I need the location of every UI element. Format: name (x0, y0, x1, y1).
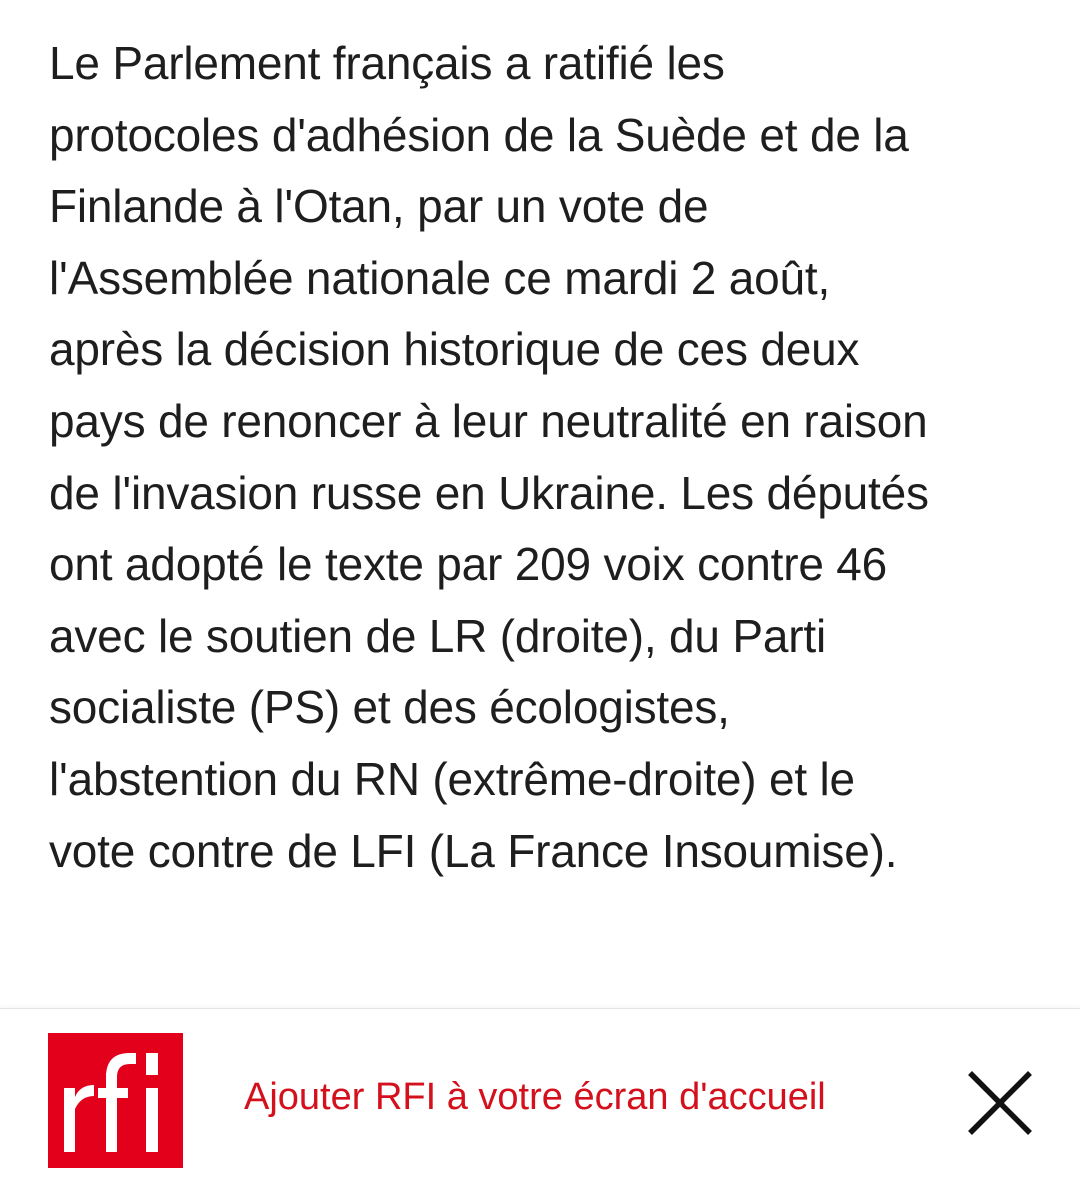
article-text-line: l'Assemblée nationale ce mardi 2 août, (49, 251, 831, 304)
add-to-homescreen-banner (0, 1008, 1080, 1183)
rfi-logo (48, 1033, 183, 1168)
article-text-line: l'abstention du RN (extrême-droite) et le (49, 752, 855, 805)
article-body (49, 28, 1049, 887)
rfi-logo-mark (48, 1033, 183, 1168)
article-text-line: après la décision historique de ces deux (49, 323, 860, 376)
article-text-line: de l'invasion russe en Ukraine. Les députés (49, 466, 929, 519)
article-text-line: Finlande à l'Otan, par un vote de (49, 180, 709, 233)
article-text-line: ont adopté le texte par 209 voix contre 46 (49, 538, 888, 591)
article-text-line: avec le soutien de LR (droite), du Parti (49, 609, 826, 662)
close-icon (960, 1063, 1040, 1143)
article-text-line: vote contre de LFI (La France Insoumise). (49, 824, 898, 877)
add-to-homescreen-button[interactable]: Ajouter RFI à votre écran d'accueil (244, 1076, 826, 1118)
article-text-line: protocoles d'adhésion de la Suède et de la (49, 108, 909, 161)
article-text-line: Le Parlement français a ratifié les (49, 37, 725, 89)
rfi-logo-text: rfi (48, 1033, 49, 1034)
close-button[interactable] (960, 1063, 1040, 1143)
article-text-line: pays de renoncer à leur neutralité en raison (49, 394, 928, 447)
article-text-line: socialiste (PS) et des écologistes, (49, 681, 730, 734)
